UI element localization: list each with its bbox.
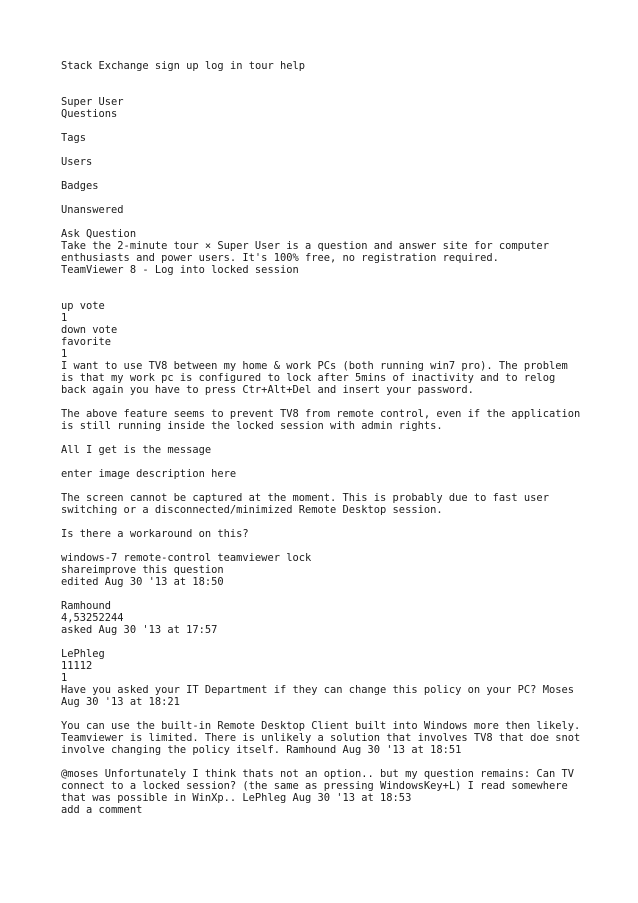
editor-reputation: 4,53252244 <box>61 612 124 624</box>
asker-badge-count: 1 <box>61 672 68 684</box>
editor-name[interactable]: Ramhound <box>61 600 112 612</box>
comment: @moses Unfortunately I think thats not an option.. but my question remains: Can TV connect to a locked session? (the same as pressing WindowsKey+L) I read somewhere that was possible in WinXp.. LePhleg Aug 30 '13 at 18:53 <box>61 768 574 804</box>
spacer <box>61 516 581 528</box>
spacer <box>61 540 581 552</box>
question-body-paragraph: Is there a workaround on this? <box>61 528 249 540</box>
asker-name[interactable]: LePhleg <box>61 648 105 660</box>
nav-questions[interactable]: Questions <box>61 108 118 120</box>
edited-timestamp[interactable]: edited Aug 30 '13 at 18:50 <box>61 576 224 588</box>
log-in-link[interactable]: log in <box>204 60 243 72</box>
question-body-paragraph: All I get is the message <box>61 444 212 456</box>
spacer <box>61 168 581 180</box>
nav-users[interactable]: Users <box>61 156 93 168</box>
spacer <box>61 456 581 468</box>
spacer <box>61 708 581 720</box>
spacer <box>61 276 581 300</box>
spacer <box>61 120 581 132</box>
nav-tags[interactable]: Tags <box>61 132 87 144</box>
tour-link[interactable]: tour <box>248 60 274 72</box>
spacer <box>61 396 581 408</box>
spacer <box>61 636 581 648</box>
stack-exchange-link[interactable]: Stack Exchange <box>61 60 149 72</box>
nav-badges[interactable]: Badges <box>61 180 99 192</box>
spacer <box>61 480 581 492</box>
down-vote-button[interactable]: down vote <box>61 324 118 336</box>
spacer <box>61 144 581 156</box>
site-name-link[interactable]: Super User <box>61 96 124 108</box>
image-placeholder-link[interactable]: enter image description here <box>61 468 237 480</box>
nav-unanswered[interactable]: Unanswered <box>61 204 124 216</box>
spacer <box>61 432 581 444</box>
spacer <box>61 72 581 96</box>
question-title[interactable]: TeamViewer 8 - Log into locked session <box>61 264 299 276</box>
spacer <box>61 756 581 768</box>
question-body-paragraph: The above feature seems to prevent TV8 from remote control, even if the application is still running inside the locked session with admin rights. <box>61 408 581 432</box>
page-content <box>61 60 581 816</box>
share-improve-link[interactable]: shareimprove this question <box>61 564 224 576</box>
question-body-paragraph: I want to use TV8 between my home & work PCs (both running win7 pro). The problem is that my work pc is configured to lock after 5mins of inactivity and to relog back again you have to press Ctr+Alt+Del and insert your password. <box>61 360 568 396</box>
favorite-count: 1 <box>61 348 68 360</box>
spacer <box>61 192 581 204</box>
vote-count: 1 <box>61 312 68 324</box>
asked-timestamp: asked Aug 30 '13 at 17:57 <box>61 624 218 636</box>
question-body-quote: The screen cannot be captured at the moment. This is probably due to fast user switching or a disconnected/minimized Remote Desktop session. <box>61 492 549 516</box>
asker-reputation: 11112 <box>61 660 93 672</box>
help-link[interactable]: help <box>280 60 306 72</box>
spacer <box>61 216 581 228</box>
spacer <box>61 588 581 600</box>
comment: You can use the built-in Remote Desktop Client built into Windows more then likely. Teamviewer is limited. There is unlikely a solution that involves TV8 that doe snot involve changing the policy itself. Ramhound Aug 30 '13 at 18:51 <box>61 720 581 756</box>
add-comment-link[interactable]: add a comment <box>61 804 143 816</box>
up-vote-button[interactable]: up vote <box>61 300 105 312</box>
tour-banner: Take the 2-minute tour × Super User is a question and answer site for computer enthusiasts and power users. It's 100% free, no registration required. <box>61 240 549 264</box>
ask-question-button[interactable]: Ask Question <box>61 228 137 240</box>
top-bar <box>61 60 581 72</box>
comment: Have you asked your IT Department if they can change this policy on your PC? Moses Aug 30 '13 at 18:21 <box>61 684 574 708</box>
question-tags[interactable]: windows-7 remote-control teamviewer lock <box>61 552 312 564</box>
sign-up-link[interactable]: sign up <box>154 60 199 72</box>
favorite-button[interactable]: favorite <box>61 336 112 348</box>
